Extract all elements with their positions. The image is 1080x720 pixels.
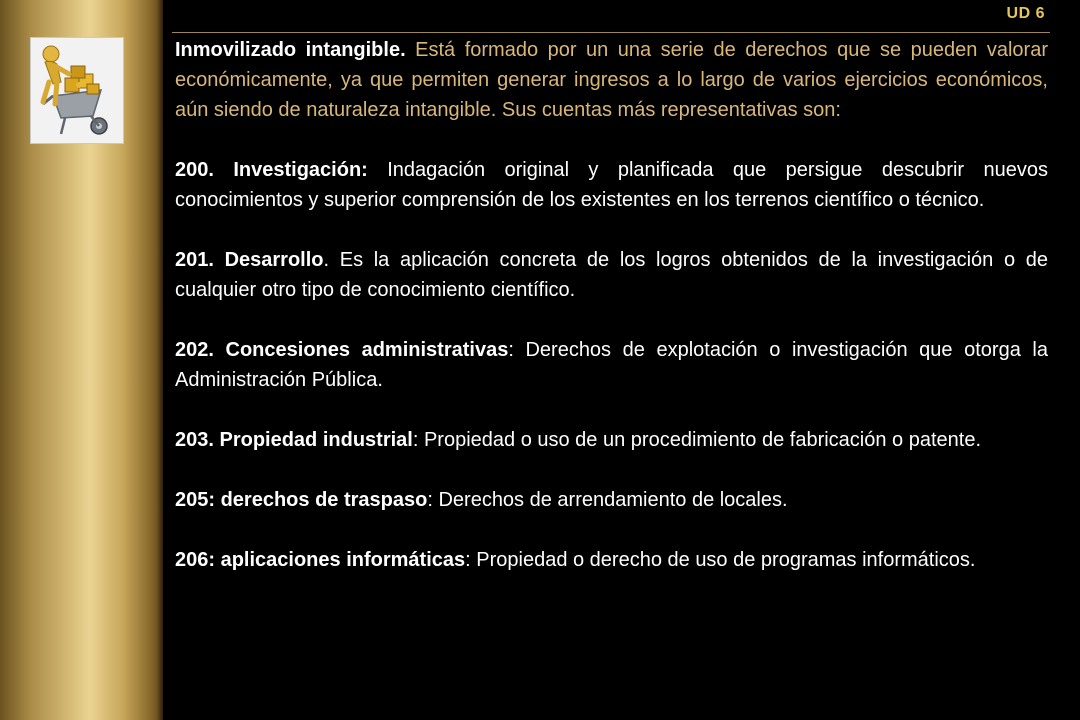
account-item-202: 202. Concesiones administrativas: Derechos de explotación o investigación que otorga la Administración Pública. (175, 339, 1048, 391)
account-description: Derechos de arrendamiento de locales. (432, 489, 788, 511)
account-description: Propiedad o uso de un procedimiento de fabricación o patente. (418, 429, 982, 451)
account-description: Es la aplicación concreta de los logros obtenidos de la investigación o de cualquier otro tipo de conocimiento científico. (175, 249, 1048, 301)
account-item-206: 206: aplicaciones informáticas: Propiedad o derecho de uso de programas informáticos. (175, 549, 976, 571)
account-term: 205: derechos de traspaso (175, 489, 428, 511)
account-term: 201. Desarrollo (175, 249, 324, 271)
intro-term: Inmovilizado intangible. (175, 39, 406, 61)
header-divider (172, 32, 1050, 33)
intro-paragraph (175, 35, 1048, 125)
account-term: 200. Investigación: (175, 159, 368, 181)
account-description: Indagación original y planificada que persigue descubrir nuevos conocimientos y superior comprensión de los existentes en los terrenos científico o técnico. (175, 159, 1048, 211)
intro-text: Está formado por un una serie de derechos que se pueden valorar económicamente, ya que permiten generar ingresos a lo largo de varios ejercicios económicos, aún siendo de naturaleza intangible. Sus cuentas más representativas son: (175, 39, 1048, 121)
account-item-205: 205: derechos de traspaso: Derechos de arrendamiento de locales. (175, 489, 788, 511)
content-body (175, 35, 1048, 575)
account-term: 203. Propiedad industrial (175, 429, 413, 451)
unit-label: UD 6 (1006, 5, 1045, 22)
account-term: 206: aplicaciones informáticas (175, 549, 466, 571)
account-description: Derechos de explotación o investigación que otorga la Administración Pública. (175, 339, 1048, 391)
account-item-203: 203. Propiedad industrial: Propiedad o uso de un procedimiento de fabricación o patente. (175, 429, 982, 451)
gold-figure-wheelbarrow-puzzle-icon (30, 37, 124, 144)
account-item-200 (175, 155, 1048, 215)
account-description: Propiedad o derecho de uso de programas informáticos. (470, 549, 976, 571)
account-item-201: 201. Desarrollo. Es la aplicación concreta de los logros obtenidos de la investigación o de cualquier otro tipo de conocimiento científico. (175, 249, 1048, 301)
account-term: 202. Concesiones administrativas (175, 339, 509, 361)
